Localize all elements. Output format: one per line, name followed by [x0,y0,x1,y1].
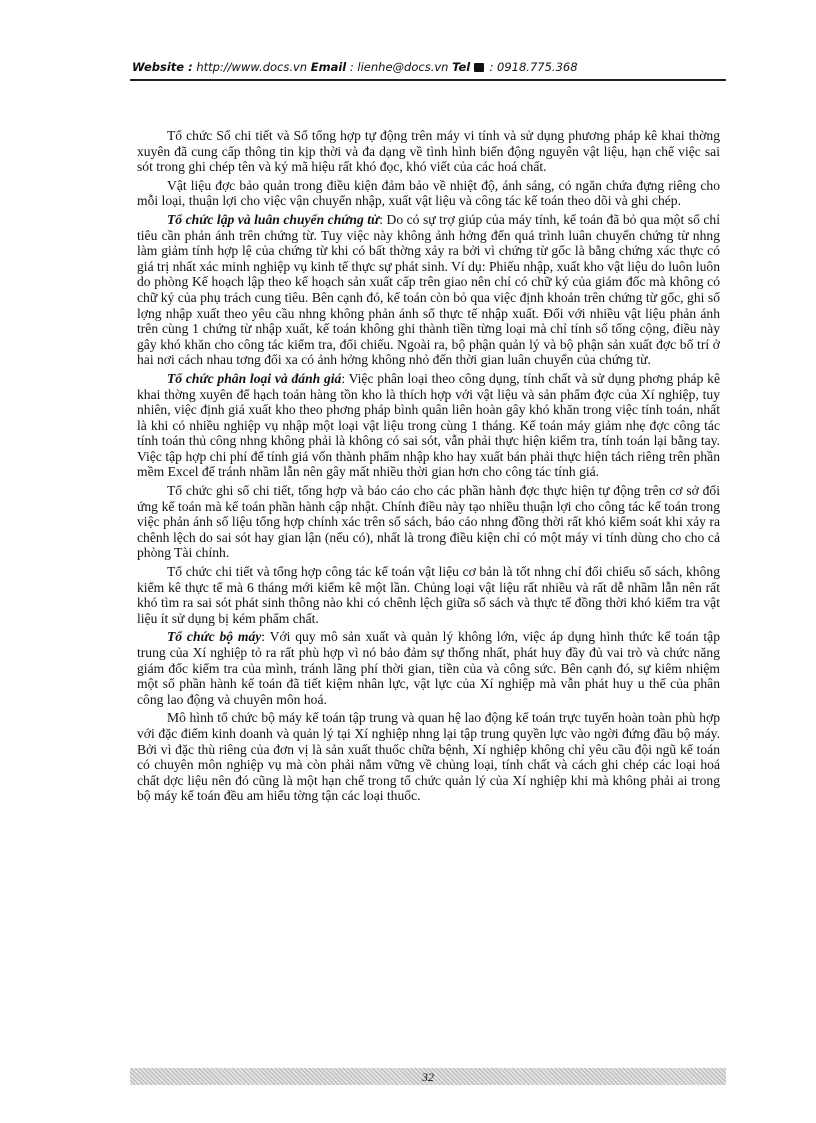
paragraph-text: Mô hình tổ chức bộ máy kế toán tập trung và quan hệ lao động kế toán trực tuyến hoàn toàn phù hợp với đặc điểm kinh doanh và quản lý tại Xí nghiệp nhng lại tập trung quyền lực vào ngời đứng đầu bộ máy. Bởi vì đặc thù riêng của đơn vị là sản xuất thuốc chữa bệnh, Xí nghiệp không chỉ yêu cầu đội ngũ kế toán có chuyên môn nghiệp vụ mà còn phải nắm vững về chủng loại, tính chất và cách ghi chép các loại hoá chất dợc liệu nên đó cũng là một hạn chế trong tổ chức quản lý của Xí nghiệp khi mà không phải ai trong bộ máy kế toán đều am hiểu tờng tận các loại thuốc. [137,710,720,804]
paragraph [137,128,720,175]
paragraph-text: : Việc phân loại theo công dụng, tính chất và sử dụng phơng pháp kê khai thờng xuyên để hạch toán hàng tồn kho là thích hợp với vật liệu và sản phẩm đợc của Xí nghiệp, tuy nhiên, việc định giá xuất kho theo phơng pháp bình quân liên hoàn gây khó khăn trong việc tính toán, nhất là khi có nhiều nghiệp vụ nhập một loại vật liệu trong cùng 1 tháng. Kế toán máy giảm nhẹ đợc công tác tính toán thủ công nhng không phải là không có sai sót, vẫn phải thực hiện kiểm tra, tính toán lại bằng tay. Việc tập hợp chi phí để tính giá vốn thành phẩm nhập kho hay xuất bán phải thực hiện tách riêng trên phần mềm Excel để tránh nhầm lẫn nên gây mất nhiều thời gian hơn cho công tác tính giá. [137,370,720,480]
tel-label: Tel [452,60,471,74]
paragraph-lead: Tổ chức lập và luân chuyển chứng từ [167,211,380,227]
paragraph [137,710,720,804]
paragraph [137,371,720,480]
header-rule [130,79,726,81]
paragraph-text: : Với quy mô sản xuất và quản lý không lớn, việc áp dụng hình thức kế toán tập trung của Xí nghiệp tỏ ra rất phù hợp vì nó bảo đảm sự thống nhất, phát huy đầy đủ vai trò và chức năng giám đốc kiểm tra của mình, tránh lãng phí thời gian, tiền của và công sức. Bên cạnh đó, sự kiêm nhiệm một số phần hành kế toán đã tiết kiệm nhân lực, vật lực của Xí nghiệp mà vẫn phát huy u thế của phân công lao động và chuyên môn hoá. [137,629,720,707]
paragraph-text: Tổ chức ghi sổ chi tiết, tổng hợp và báo cáo cho các phần hành đợc thực hiện tự động trên cơ sở đối ứng kế toán mà kế toán phần hành cập nhật. Chính điều này tạo nhiều thuận lợi cho công tác kế toán trong việc phản ánh số liệu tổng hợp chính xác trên sổ sách, báo cáo nhng đồng thời rất khó kiểm soát khi xảy ra chênh lệch do sai sót hay gian lận (nếu có), nhất là trong điều kiện chỉ có một máy vi tính dùng cho cho cả phòng Tài chính. [137,483,720,561]
paragraph [137,178,720,209]
paragraph [137,629,720,707]
paragraph [137,564,720,626]
paragraph [137,212,720,368]
website-value[interactable]: http://www.docs.vn [192,60,311,74]
paragraph [137,483,720,561]
email-value[interactable]: : lienhe@docs.vn [346,60,453,74]
paragraph-text: : Do có sự trợ giúp của máy tính, kế toán đã bỏ qua một số chỉ tiêu cần phản ánh trên chứng từ. Tuy việc này không ảnh hởng đến quá trình luân chuyển chứng từ nhng làm giảm tính hợp lệ của chứng từ khi có bất thờng xảy ra bởi vì chứng từ gốc là bằng chứng xác thực có giá trị nhất xác minh nghiệp vụ kinh tế thực sự phát sinh. Ví dụ: Phiếu nhập, xuất kho vật liệu do luôn luôn do phòng Kế hoạch lập theo kế hoạch sản xuất cấp trên giao nên chỉ có chữ ký của giám đốc mà không có chữ ký của phụ trách cung tiêu. Bên cạnh đó, kế toán còn bỏ qua việc định khoản trên chứng từ gốc, ghi số lợng nhập xuất theo yêu cầu nhng không phản ánh số thực tế nhập xuất. Đối với nhiều vật liệu phản ánh trên cùng 1 chứng từ nhập xuất, kế toán không ghi thành tiền từng loại mà chỉ tính số tổng cộng, điều này gây khó khăn cho công tác kiểm tra, đối chiếu. Ngoài ra, bộ phận quản lý và bộ phận sản xuất đợc bố trí ở hai nơi cách nhau tơng đối xa có ảnh hởng không nhỏ đến thời gian luân chuyển của chứng từ. [137,211,720,368]
phone-icon [474,63,484,72]
website-label: Website : [132,60,193,74]
paragraph-lead: Tổ chức phân loại và đánh giá [167,370,342,386]
tel-value: : 0918.775.368 [485,60,578,74]
paragraph-lead: Tổ chức bộ máy [167,629,262,645]
body-text [137,128,720,807]
page-footer [130,1068,726,1085]
paragraph-text: Tổ chức chi tiết và tổng hợp công tác kế toán vật liệu cơ bản là tốt nhng chỉ đối chiếu sổ sách, không kiểm kê thực tế mà 6 tháng mới kiểm kê một lần. Chủng loại vật liệu rất nhiều và rất dễ nhầm lẫn nên rất khó tìm ra sai sót phát sinh thông nào khi có chênh lệch giữa sổ sách và thực tế đồng thời khó kiểm tra vật liệu ít sử dụng bị kém phẩm chất. [137,564,720,626]
page-header [132,60,732,74]
page-number: 32 [422,1070,434,1084]
paragraph-text: Vật liệu đợc bảo quản trong điều kiện đảm bảo về nhiệt độ, ánh sáng, có ngăn chứa đựng riêng cho mỗi loại, thuận lợi cho việc vận chuyển nhập, xuất vật liệu và công tác kế toán theo dõi và ghi chép. [137,177,720,209]
paragraph-text: Tổ chức Sổ chi tiết và Sổ tổng hợp tự động trên máy vi tính và sử dụng phương pháp kê khai thờng xuyên đã cung cấp thông tin kịp thời và đa dạng về tình hình biến động nguyên vật liệu, hạn chế việc sai sót trong ghi chép tên và ký mã hiệu rất khó đọc, khó viết của các hoá chất. [137,128,720,175]
email-label: Email [310,60,347,74]
